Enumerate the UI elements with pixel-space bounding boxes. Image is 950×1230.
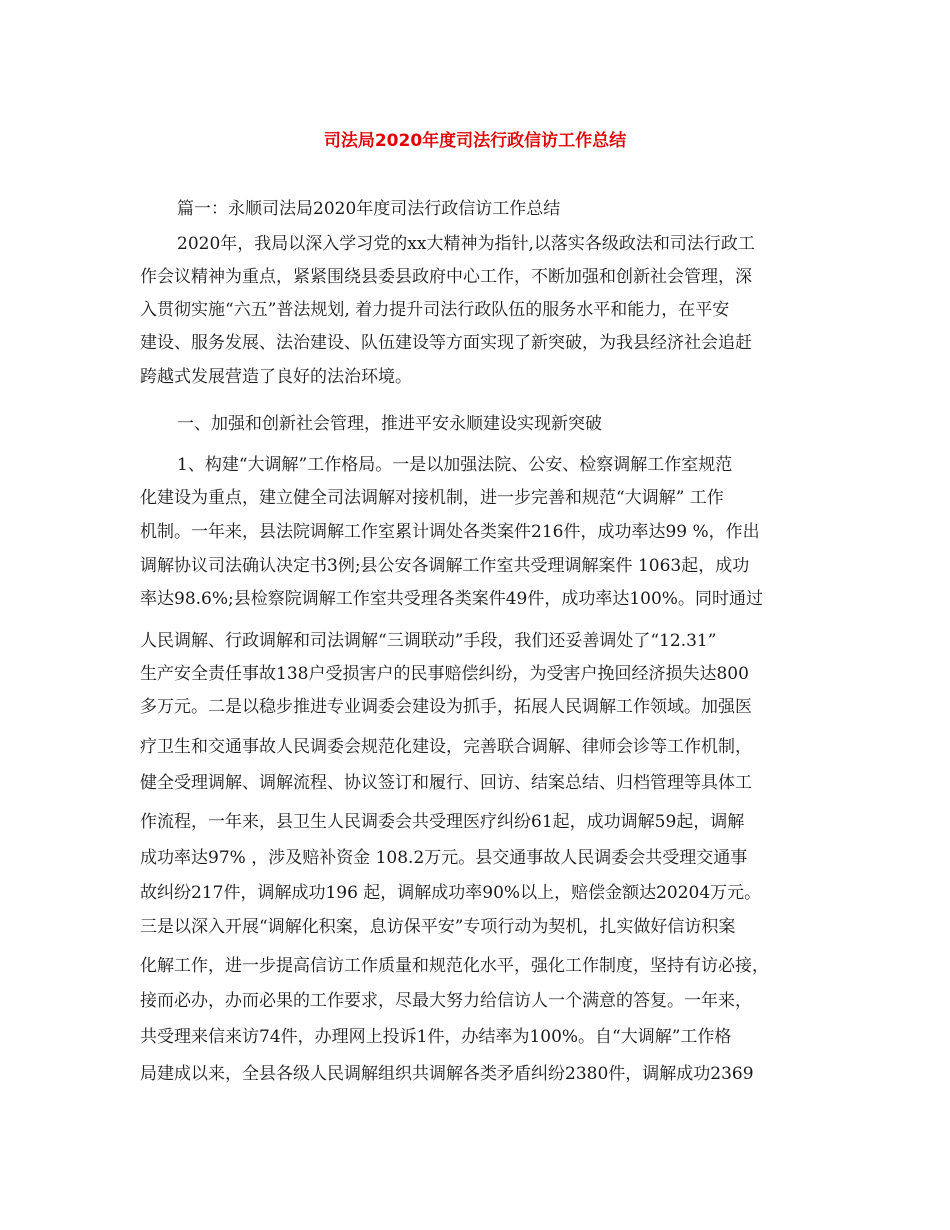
section-heading: 一、加强和创新社会管理，推进平安永顺建设实现新突破	[177, 414, 602, 434]
body-line: 化解工作，进一步提高信访工作质量和规范化水平，强化工作制度，坚持有访必接，	[140, 956, 769, 976]
body-line: 作会议精神为重点，紧紧围绕县委县政府中心工作，不断加强和创新社会管理，深	[140, 267, 752, 287]
body-line: 人民调解、行政调解和司法调解“三调联动”手段，我们还妥善调处了“12.31”	[140, 631, 717, 651]
body-line: 故纠纷217件，调解成功196 起，调解成功率90%以上，赔偿金额达20204万元。	[140, 883, 762, 903]
body-line: 率达98.6%;县检察院调解工作室共受理各类案件49件，成功率达100%。同时通过	[140, 589, 763, 609]
body-line: 调解协议司法确认决定书3例;县公安各调解工作室共受理调解案件 1063起，成功	[140, 556, 750, 576]
body-line: 接而必办，办而必果的工作要求，尽最大努力给信访人一个满意的答复。一年来，	[140, 991, 752, 1011]
body-line: 三是以深入开展“调解化积案，息访保平安”专项行动为契机，扎实做好信访积案	[140, 917, 736, 937]
body-line: 疗卫生和交通事故人民调委会规范化建设，完善联合调解、律师会诊等工作机制，	[140, 737, 752, 757]
body-line: 作流程，一年来，县卫生人民调委会共受理医疗纠纷61起，成功调解59起，调解	[140, 812, 745, 832]
body-line: 健全受理调解、调解流程、协议签订和履行、回访、结案总结、归档管理等具体工	[140, 773, 752, 793]
body-line: 2020年，我局以深入学习党的xx大精神为指针,以落实各级政法和司法行政工	[177, 234, 755, 254]
body-line: 成功率达97% ，涉及赔补资金 108.2万元。县交通事故人民调委会共受理交通事	[140, 848, 748, 868]
body-line: 跨越式发展营造了良好的法治环境。	[140, 367, 412, 387]
body-line: 1、构建“大调解”工作格局。一是以加强法院、公安、检察调解工作室规范	[177, 455, 733, 475]
body-line: 化建设为重点，建立健全司法调解对接机制，进一步完善和规范“大调解” 工作	[140, 488, 724, 508]
body-line: 生产安全责任事故138户受损害户的民事赔偿纠纷，为受害户挽回经济损失达800	[140, 664, 749, 684]
body-line: 局建成以来，全县各级人民调解组织共调解各类矛盾纠纷2380件，调解成功2369	[140, 1064, 754, 1084]
document-title: 司法局2020年度司法行政信访工作总结	[323, 131, 627, 151]
body-line: 共受理来信来访74件，办理网上投诉1件，办结率为100%。自“大调解”工作格	[140, 1027, 732, 1047]
body-line: 入贯彻实施“六五”普法规划, 着力提升司法行政队伍的服务水平和能力，在平安	[140, 300, 730, 320]
body-line: 建设、服务发展、法治建设、队伍建设等方面实现了新突破，为我县经济社会追赶	[140, 333, 752, 353]
body-line: 多万元。二是以稳步推进专业调委会建设为抓手，拓展人民调解工作领域。加强医	[140, 697, 752, 717]
body-line: 篇一：永顺司法局2020年度司法行政信访工作总结	[177, 199, 561, 219]
body-line: 机制。一年来，县法院调解工作室累计调处各类案件216件，成功率达99 %，作出	[140, 522, 760, 542]
